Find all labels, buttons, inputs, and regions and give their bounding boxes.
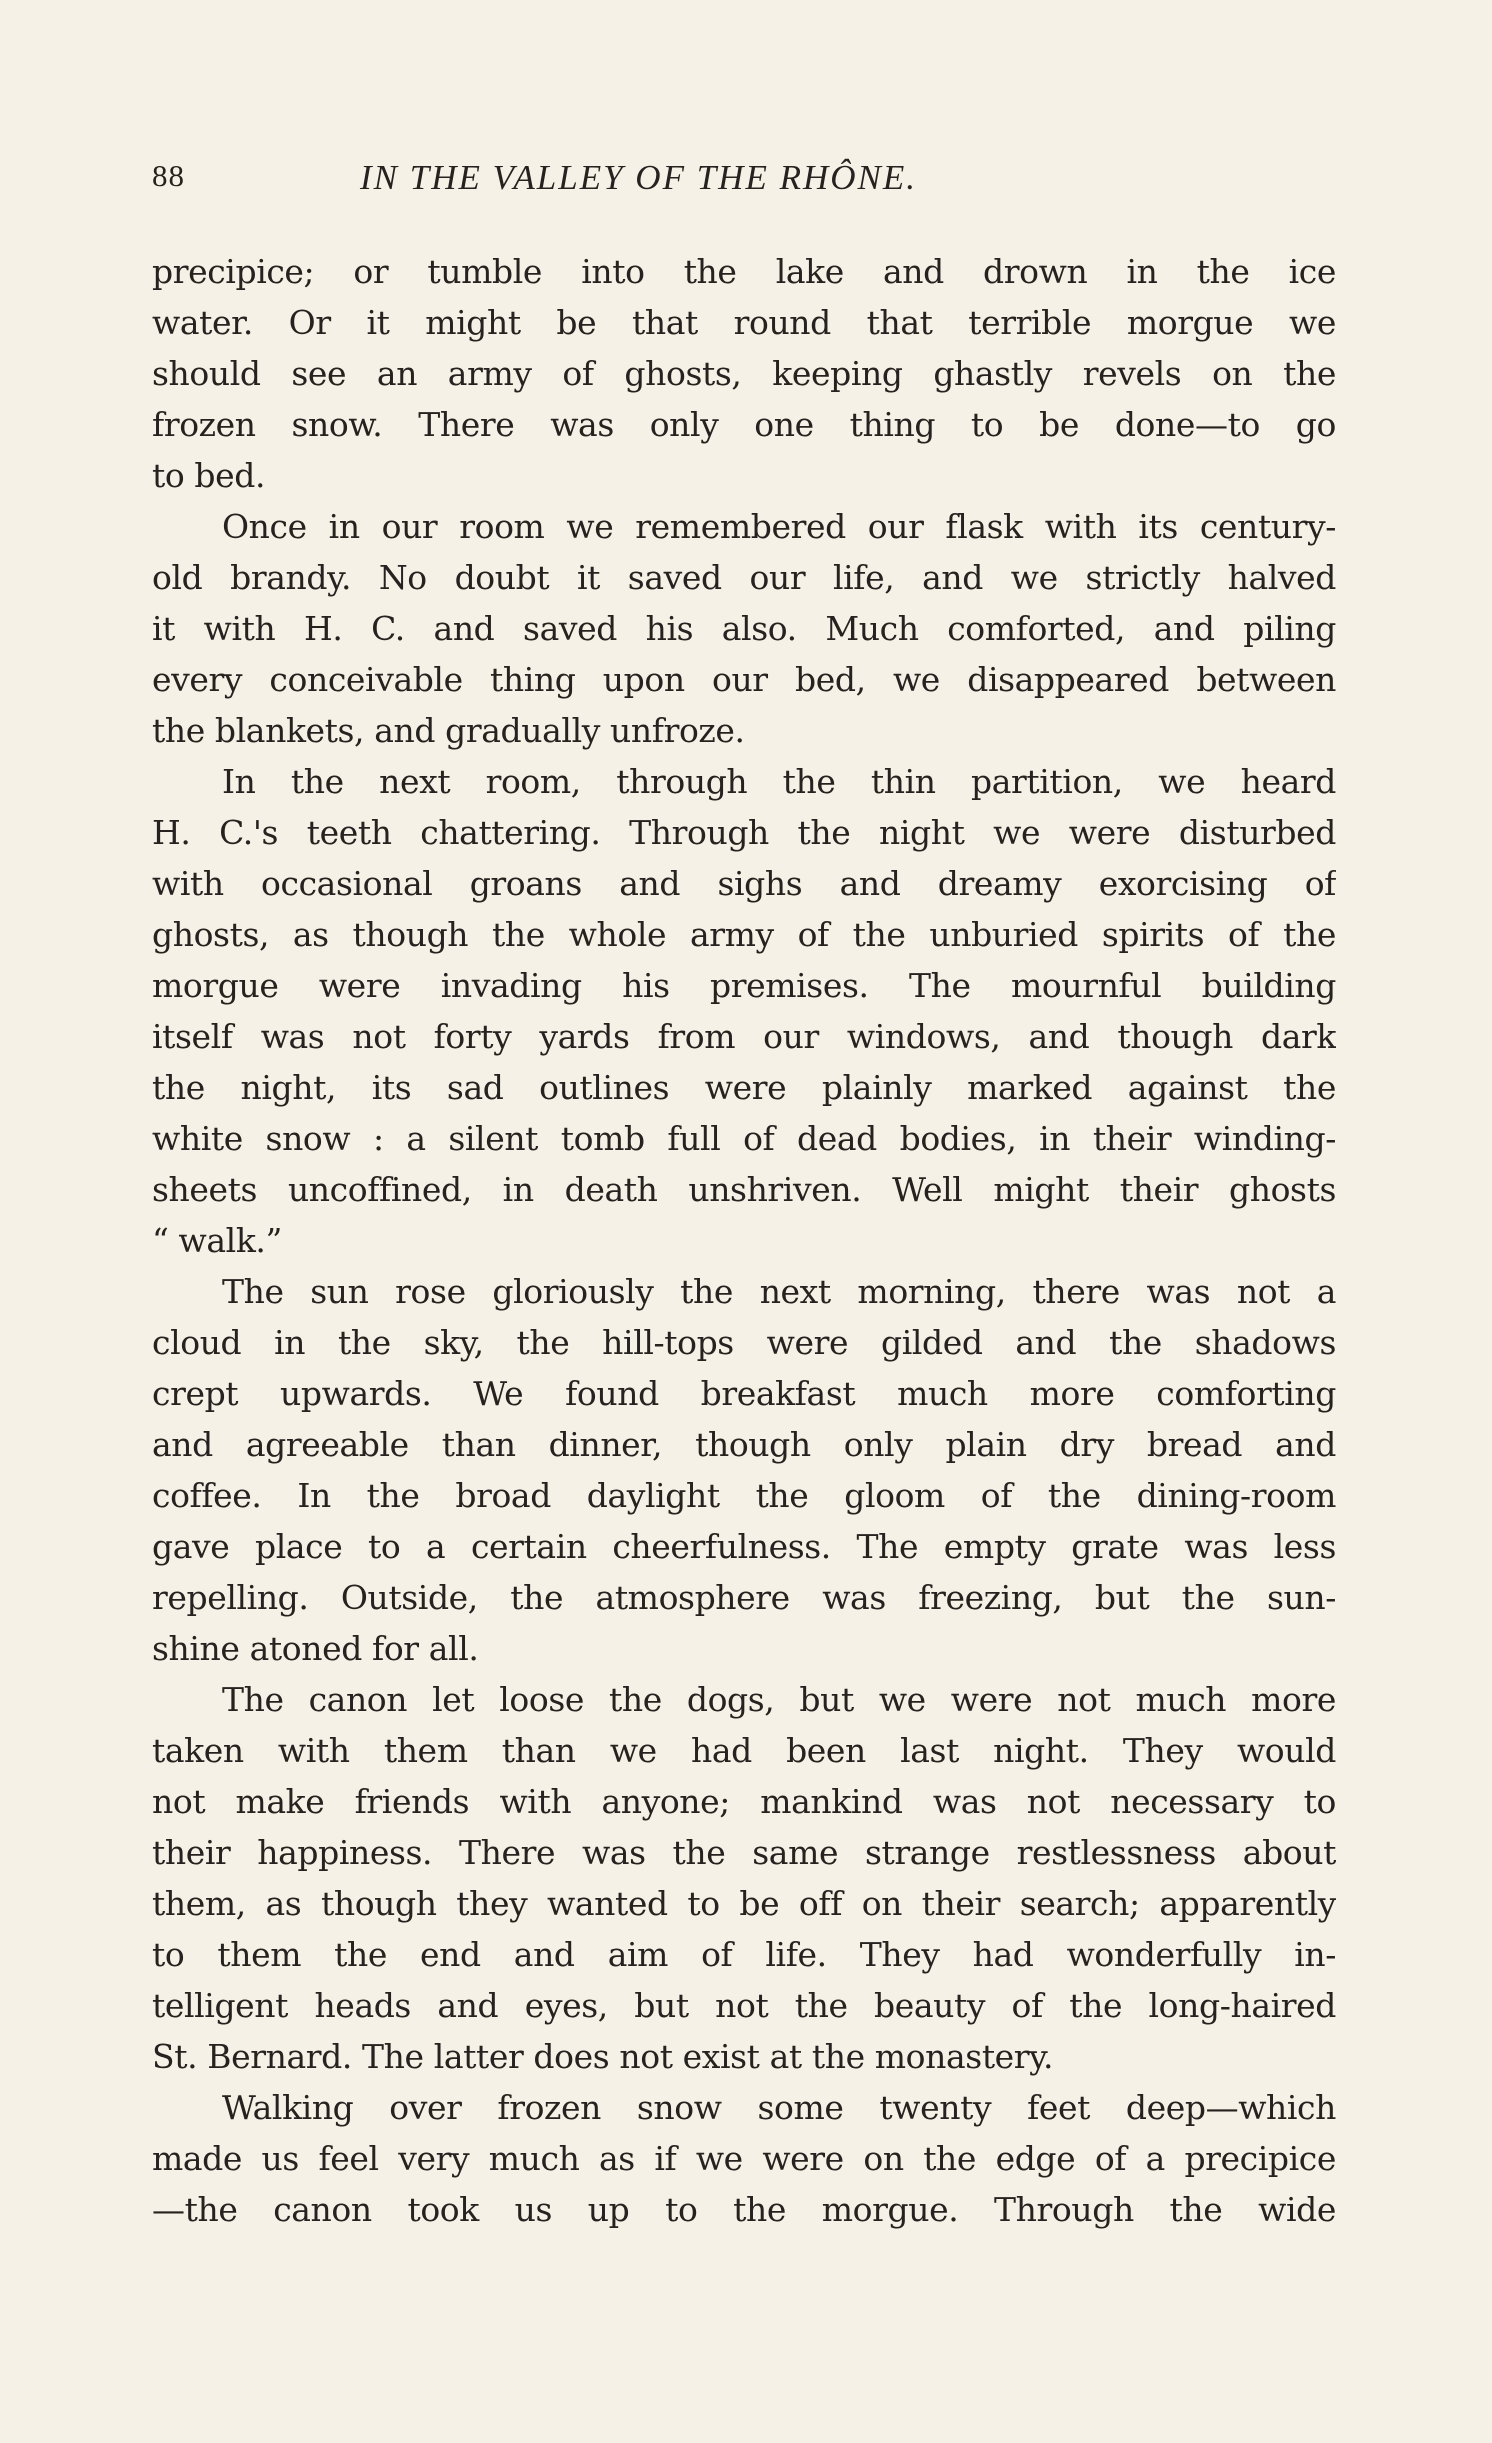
text-line: with occasional groans and sighs and dreamy exorcising of [152, 864, 1336, 903]
text-line: cloud in the sky, the hill-tops were gilded and the shadows [152, 1323, 1336, 1362]
text-line: the night, its sad outlines were plainly marked against the [152, 1068, 1336, 1107]
text-line: H. C.'s teeth chattering. Through the night we were disturbed [152, 813, 1336, 852]
text-line: gave place to a certain cheerfulness. The empty grate was less [152, 1527, 1336, 1566]
paragraph-first-line: The sun rose gloriously the next morning, there was not a [222, 1272, 1336, 1311]
text-line: —the canon took us up to the morgue. Through the wide [152, 2190, 1336, 2229]
text-line: their happiness. There was the same strange restlessness about [152, 1833, 1336, 1872]
text-line: white snow : a silent tomb full of dead bodies, in their winding- [152, 1119, 1336, 1158]
text-line: it with H. C. and saved his also. Much comforted, and piling [152, 609, 1336, 648]
text-line: taken with them than we had been last night. They would [152, 1731, 1336, 1770]
text-line: St. Bernard. The latter does not exist at the monastery. [152, 2037, 1054, 2076]
text-line: made us feel very much as if we were on the edge of a precipice [152, 2139, 1336, 2178]
text-line: to bed. [152, 456, 266, 495]
paragraph-first-line: The canon let loose the dogs, but we were not much more [222, 1680, 1336, 1719]
text-line: old brandy. No doubt it saved our life, and we strictly halved [152, 558, 1336, 597]
text-line: itself was not forty yards from our windows, and though dark [152, 1017, 1336, 1056]
text-line: telligent heads and eyes, but not the beauty of the long-haired [152, 1986, 1336, 2025]
text-line: coffee. In the broad daylight the gloom of the dining-room [152, 1476, 1336, 1515]
text-line: morgue were invading his premises. The mournful building [152, 966, 1336, 1005]
page-number: 88 [152, 158, 185, 193]
paragraph-first-line: In the next room, through the thin partition, we heard [222, 762, 1336, 801]
text-line: repelling. Outside, the atmosphere was freezing, but the sun- [152, 1578, 1336, 1617]
paragraph-first-line: Once in our room we remembered our flask with its century- [222, 507, 1336, 546]
body-text [152, 246, 1336, 2235]
text-line: not make friends with anyone; mankind was not necessary to [152, 1782, 1336, 1821]
text-line: precipice; or tumble into the lake and drown in the ice [152, 252, 1336, 291]
paragraph-first-line: Walking over frozen snow some twenty feet deep—which [222, 2088, 1336, 2127]
text-line: sheets uncoffined, in death unshriven. Well might their ghosts [152, 1170, 1336, 1209]
text-line: crept upwards. We found breakfast much more comforting [152, 1374, 1336, 1413]
text-line: every conceivable thing upon our bed, we disappeared between [152, 660, 1336, 699]
text-line: shine atoned for all. [152, 1629, 479, 1668]
text-line: ghosts, as though the whole army of the unburied spirits of the [152, 915, 1336, 954]
text-line: and agreeable than dinner, though only plain dry bread and [152, 1425, 1336, 1464]
text-line: water. Or it might be that round that terrible morgue we [152, 303, 1336, 342]
text-line: them, as though they wanted to be off on their search; apparently [152, 1884, 1336, 1923]
text-line: the blankets, and gradually unfroze. [152, 711, 745, 750]
text-line: to them the end and aim of life. They had wonderfully in- [152, 1935, 1336, 1974]
running-head: IN THE VALLEY OF THE RHÔNE. [360, 158, 917, 197]
text-line: “ walk.” [152, 1221, 282, 1260]
text-line: should see an army of ghosts, keeping ghastly revels on the [152, 354, 1336, 393]
text-line: frozen snow. There was only one thing to be done—to go [152, 405, 1336, 444]
